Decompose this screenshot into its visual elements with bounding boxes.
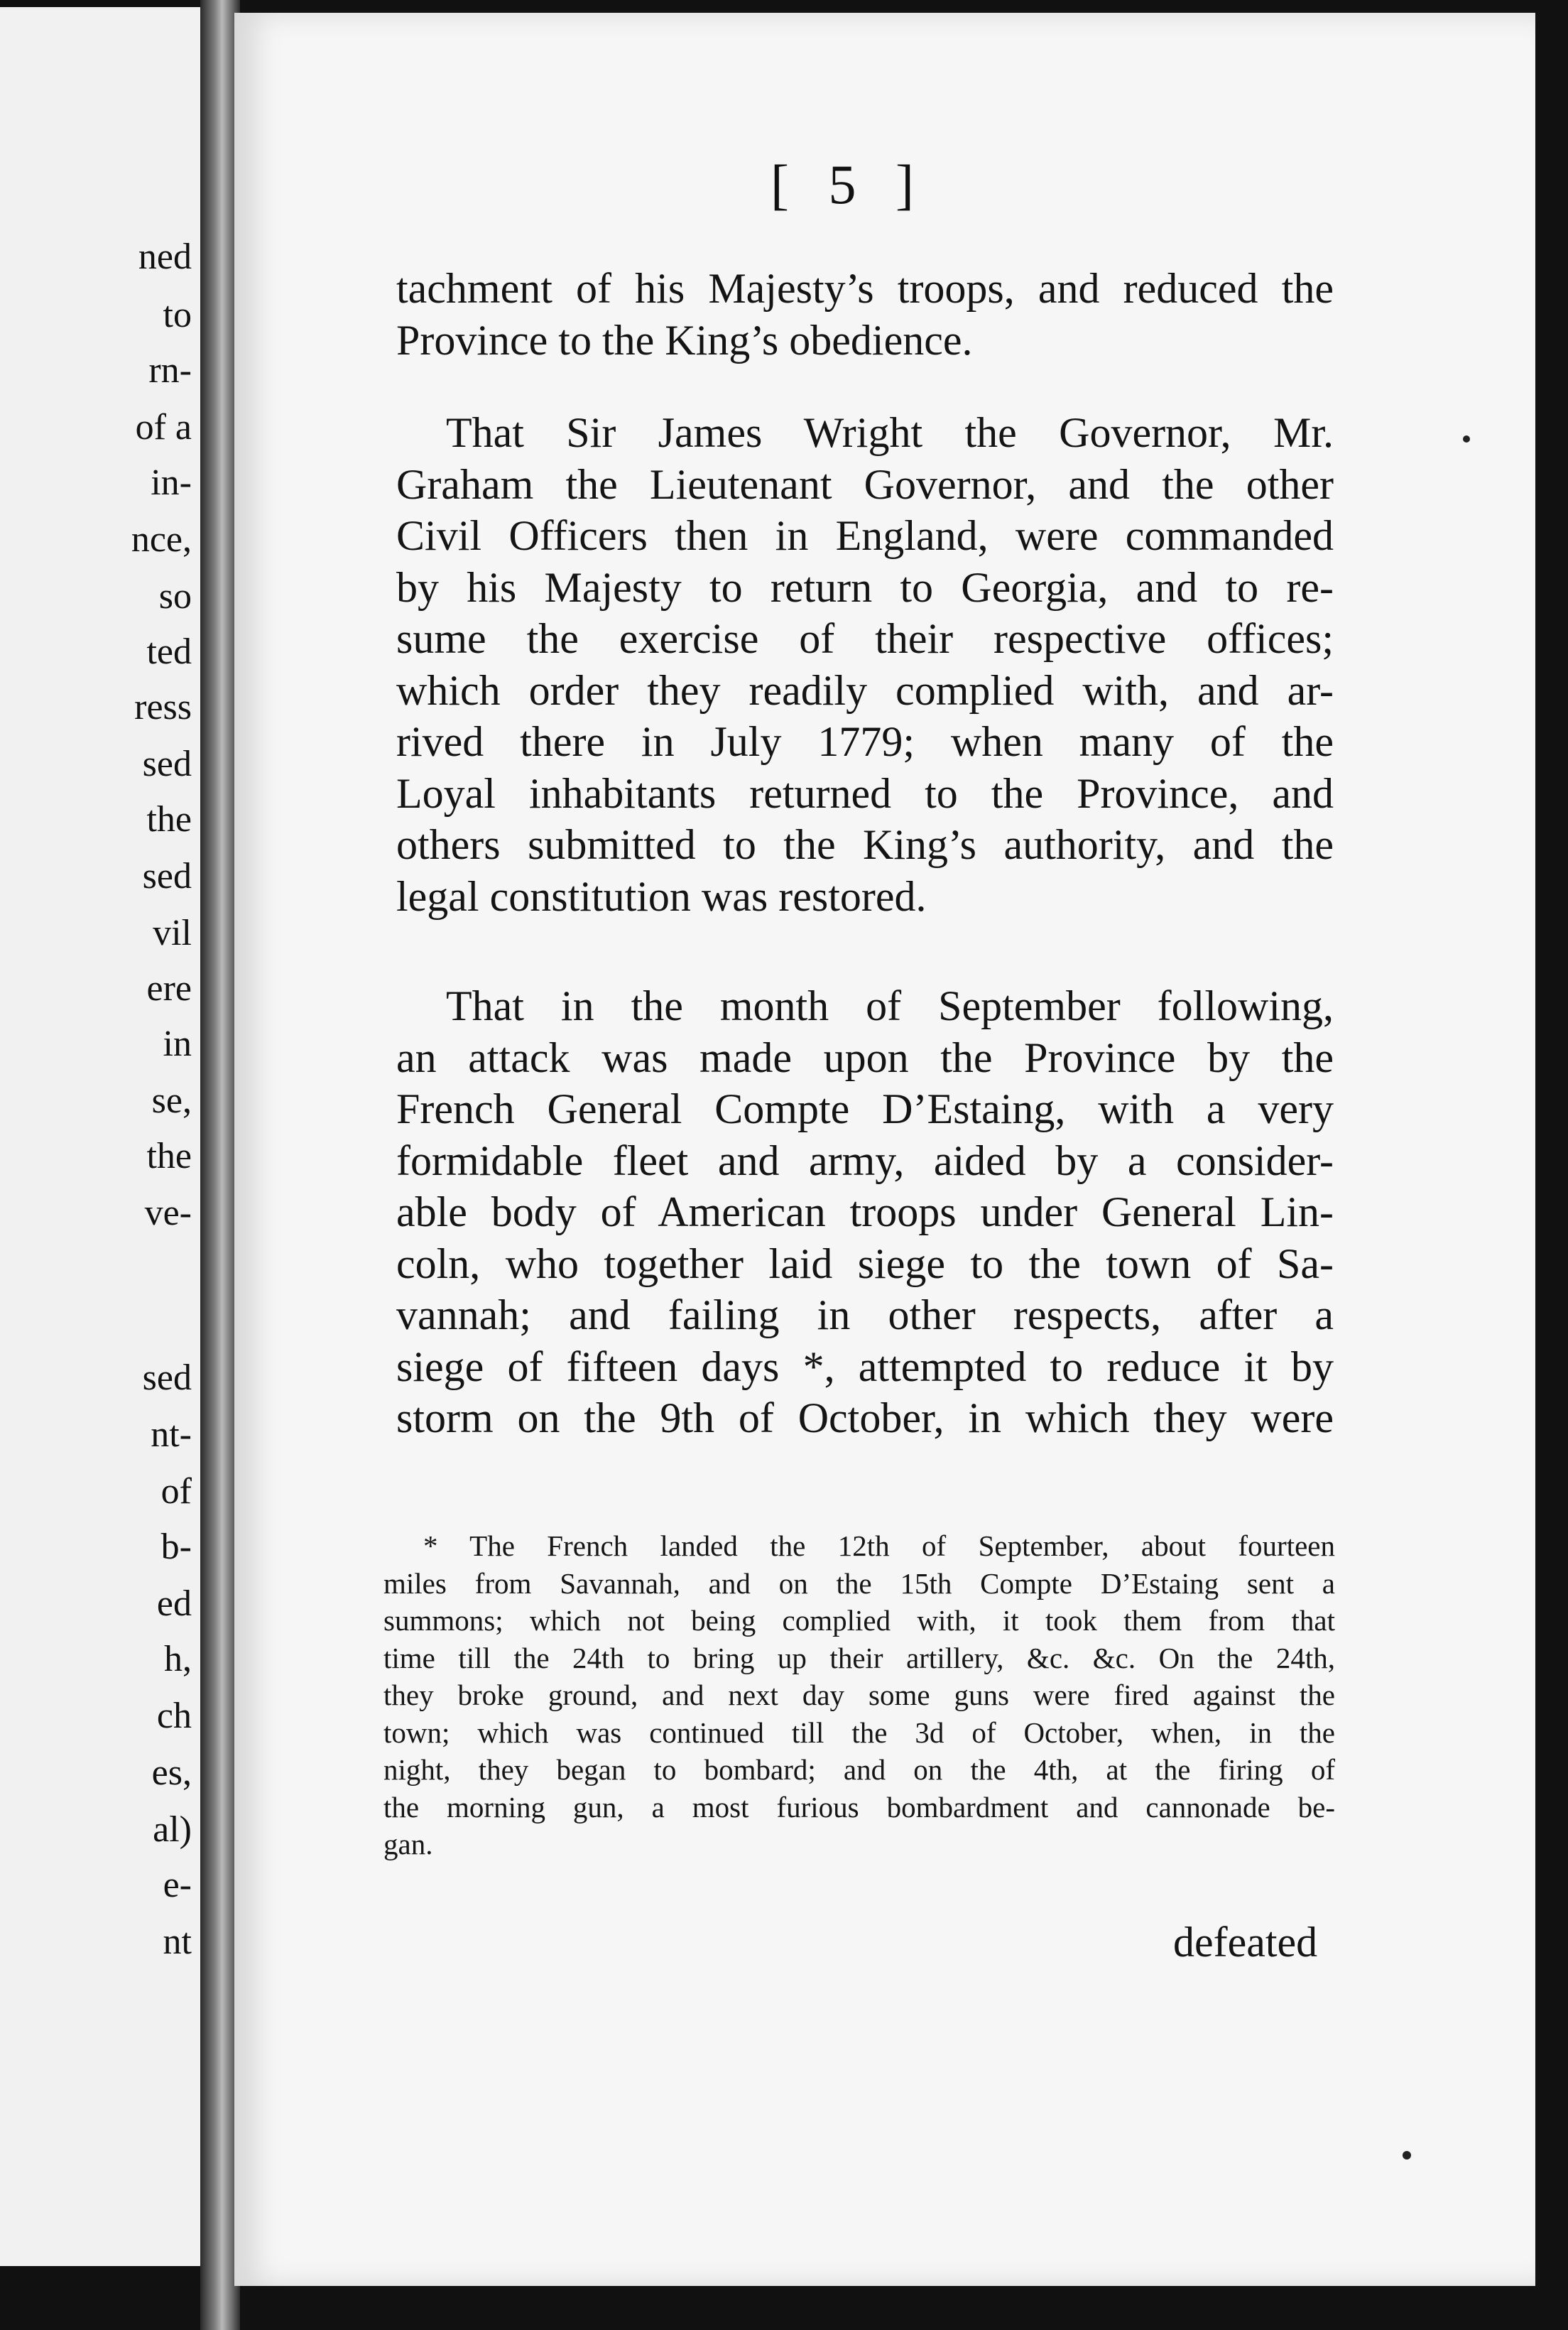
body-line: That Sir James Wright the Governor, Mr.	[446, 409, 1334, 456]
body-line: legal constitution was restored.	[396, 872, 927, 920]
facing-page-line: ted	[146, 632, 192, 672]
facing-page-fragment	[0, 7, 200, 2266]
facing-page-line: ed	[156, 1583, 192, 1624]
footnote-block	[383, 1527, 1335, 1863]
body-line: siege of fifteen days *, attempted to reduce it by	[396, 1343, 1334, 1390]
facing-page-line: h,	[164, 1639, 192, 1679]
body-line: Graham the Lieutenant Governor, and the other	[396, 460, 1334, 508]
facing-page-line: rn-	[148, 350, 192, 391]
body-text	[396, 263, 1334, 1444]
body-line: That in the month of September following,	[446, 982, 1334, 1029]
facing-page-line: in-	[151, 462, 192, 503]
footnote-line: time till the 24th to bring up their artillery, &c. &c. On the 24th,	[383, 1641, 1335, 1674]
body-line: storm on the 9th of October, in which they were	[396, 1394, 1334, 1441]
facing-page-line: es,	[151, 1752, 192, 1793]
footnote-line: night, they began to bombard; and on the 4th, at the firing of	[383, 1753, 1335, 1786]
facing-page-line: sed	[142, 1358, 192, 1398]
facing-page-line: sed	[142, 856, 192, 896]
footnote-line: town; which was continued till the 3d of October, when, in the	[383, 1716, 1335, 1749]
body-line: sume the exercise of their respective offices;	[396, 615, 1334, 662]
facing-page-line: sed	[142, 744, 192, 784]
facing-page-line: b-	[160, 1527, 192, 1567]
body-line: others submitted to the King’s authority, and the	[396, 821, 1334, 868]
facing-page-line: nt	[163, 1922, 192, 1962]
facing-page-line: ve-	[144, 1193, 192, 1233]
facing-page-line: ere	[146, 968, 192, 1009]
body-line: formidable fleet and army, aided by a consider-	[396, 1137, 1334, 1184]
facing-page-line: to	[163, 295, 192, 335]
catchword: defeated	[1173, 1919, 1318, 1966]
ink-speck	[1403, 2151, 1411, 2160]
footnote-line: miles from Savannah, and on the 15th Compte D’Estaing sent a	[383, 1566, 1335, 1600]
facing-page-line: the	[146, 1136, 192, 1176]
facing-page-line: vil	[153, 913, 192, 953]
facing-page-line: ch	[156, 1696, 192, 1736]
body-line: Province to the King’s obedience.	[396, 316, 973, 364]
body-line: French General Compte D’Estaing, with a very	[396, 1085, 1334, 1132]
facing-page-line: of a	[135, 407, 192, 448]
footnote-line: the morning gun, a most furious bombardment and cannonade be-	[383, 1790, 1335, 1824]
body-line: coln, who together laid siege to the town of Sa-	[396, 1240, 1334, 1287]
footnote-line: * The French landed the 12th of September, about fourteen	[423, 1529, 1335, 1562]
footnote-line: gan.	[383, 1828, 433, 1860]
facing-page-line: e-	[163, 1865, 192, 1905]
facing-page-line: se,	[151, 1080, 192, 1121]
facing-page-line: the	[146, 799, 192, 840]
ink-speck	[1463, 435, 1470, 443]
facing-page-line: so	[158, 576, 192, 617]
footnote-line: summons; which not being complied with, it took them from that	[383, 1604, 1335, 1637]
body-line: Loyal inhabitants returned to the Province, and	[396, 769, 1334, 817]
facing-page-line: nt-	[151, 1414, 192, 1455]
body-line: vannah; and failing in other respects, after a	[396, 1291, 1334, 1338]
facing-page-line: al)	[153, 1809, 192, 1850]
footnote-line: they broke ground, and next day some guns were fired against the	[383, 1679, 1335, 1711]
body-line: able body of American troops under General Lin-	[396, 1188, 1334, 1235]
body-line: which order they readily complied with, and ar-	[396, 666, 1334, 714]
facing-page-line: in	[163, 1024, 192, 1064]
facing-page-line: ned	[138, 237, 192, 277]
body-line: by his Majesty to return to Georgia, and to re-	[396, 563, 1334, 611]
facing-page-line: of	[160, 1471, 192, 1512]
facing-page-line: ress	[134, 687, 192, 727]
body-line: an attack was made upon the Province by the	[396, 1034, 1334, 1081]
facing-page-line: nce,	[131, 519, 192, 560]
body-line: Civil Officers then in England, were commanded	[396, 512, 1334, 559]
page-number: [ 5 ]	[771, 153, 927, 215]
body-line: tachment of his Majesty’s troops, and reduced the	[396, 265, 1334, 312]
body-line: rived there in July 1779; when many of the	[396, 718, 1334, 765]
